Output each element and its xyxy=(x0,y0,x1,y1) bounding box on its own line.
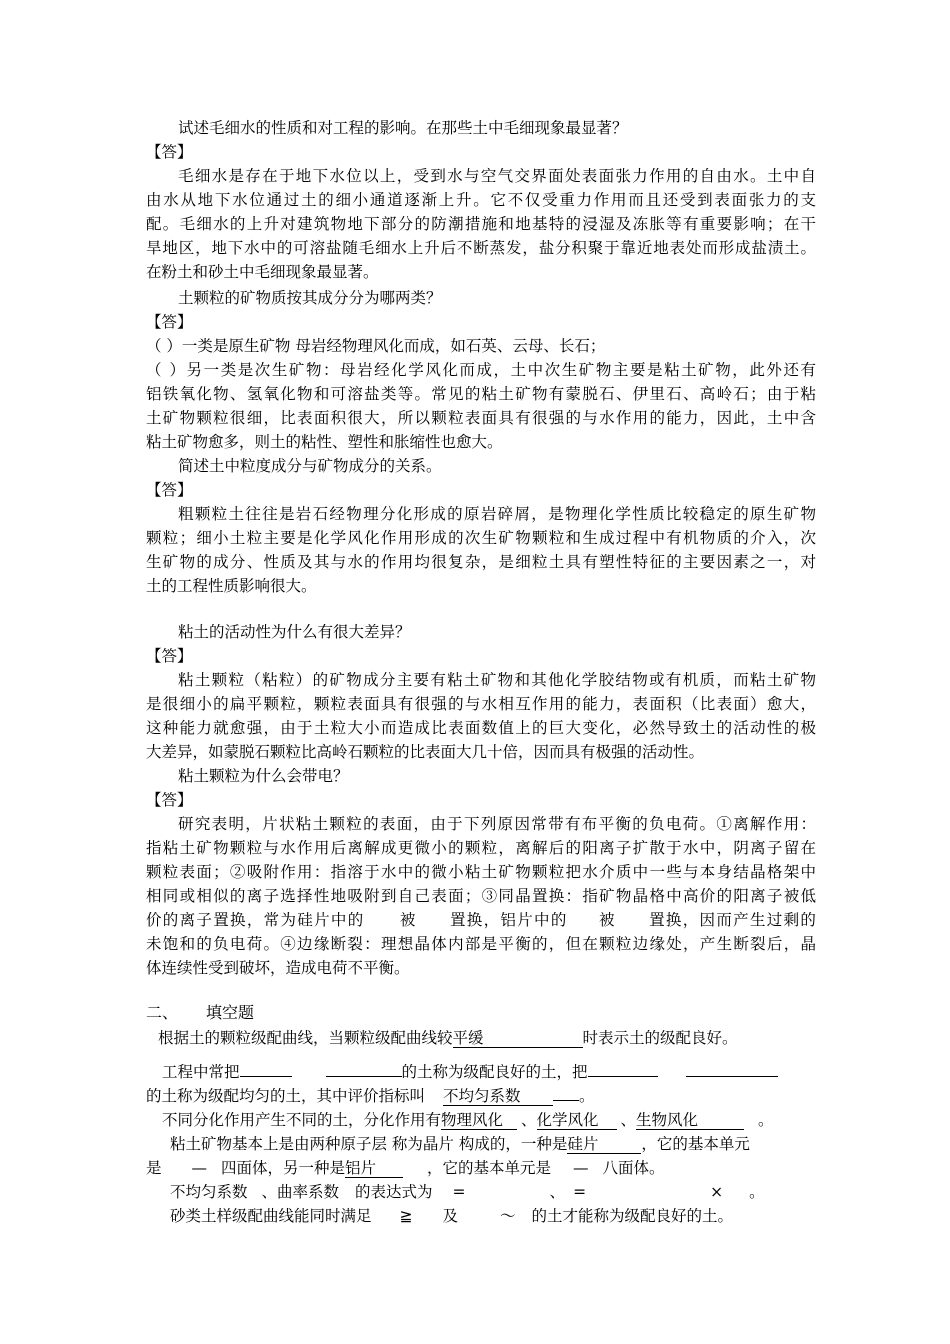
fill-text: 工程中常把 xyxy=(162,1063,240,1081)
q1-answer-tag: 【答】 xyxy=(146,143,193,161)
fill-item-5 xyxy=(170,1180,840,1204)
q5-line5-part: 置换，因而产生过剩的 xyxy=(647,911,816,929)
fill-item-3 xyxy=(162,1108,832,1132)
q5-line5-part: 被 xyxy=(597,911,616,929)
fill-text: 、 xyxy=(620,1111,637,1129)
q4-answer-line: 这种能力就愈强，由于土粒大小而造成比表面数值上的巨大变化，必然导致土的活动性的极 xyxy=(146,719,816,737)
fill-blank xyxy=(326,1076,402,1077)
q5-answer-line: 未饱和的负电荷。④边缘断裂：理想晶体内部是平衡的，但在颗粒边缘处，产生断裂后，晶 xyxy=(146,935,816,953)
q2-question: 土颗粒的矿物质按其成分分为哪两类？ xyxy=(178,289,442,307)
q4-answer-line: 粘土颗粒（粘粒）的矿物成分主要有粘土矿物和其他化学胶结物或有机质，而粘土矿物 xyxy=(178,671,816,689)
fill-answer: 化学风化 xyxy=(537,1111,617,1130)
fill-text: 、 xyxy=(549,1183,566,1201)
fill-text: = xyxy=(452,1183,466,1201)
fill-item-6 xyxy=(170,1204,840,1228)
fill-text: 。 xyxy=(749,1183,765,1201)
fill-text: 四面体，另一种是 xyxy=(221,1159,346,1177)
q2-answer-line: 粘土矿物愈多，则土的粘性、塑性和胀缩性也愈大。 xyxy=(146,433,503,451)
fill-item-2b xyxy=(146,1084,816,1108)
fill-text: = xyxy=(573,1183,587,1201)
fill-text: 时表示土的级配良好。 xyxy=(582,1029,738,1047)
q5-line5-part: 置换，铝片中的 xyxy=(448,911,568,929)
q4-question: 粘土的活动性为什么有很大差异？ xyxy=(178,623,411,641)
fill-text: 不同分化作用产生不同的土，分化作用有 xyxy=(162,1111,442,1129)
fill-answer: 物理风化 xyxy=(441,1111,517,1130)
q4-answer-line: 大差异，如蒙脱石颗粒比高岭石颗粒的比表面大几十倍，因而具有极强的活动性。 xyxy=(146,743,705,761)
q5-answer-tag: 【答】 xyxy=(146,791,193,809)
q1-answer-line: 毛细水是存在于地下水位以上，受到水与空气交界面处表面张力作用的自由水。土中自 xyxy=(178,167,816,185)
fill-item-4b xyxy=(146,1156,816,1180)
q1-question: 试述毛细水的性质和对工程的影响。在那些土中毛细现象最显著？ xyxy=(178,119,628,137)
fill-text: ，它的基本单元是 xyxy=(427,1159,552,1177)
q1-answer-line: 在粉土和砂土中毛细现象最显著。 xyxy=(146,263,379,281)
fill-text: 是 xyxy=(146,1159,162,1177)
fill-text: ～ xyxy=(500,1207,516,1225)
section-heading xyxy=(146,1002,816,1026)
fill-answer: 生物风化 xyxy=(636,1111,744,1130)
q5-question: 粘土颗粒为什么会带电？ xyxy=(178,767,349,785)
fill-item-1 xyxy=(158,1026,828,1050)
q4-answer-tag: 【答】 xyxy=(146,647,193,665)
q3-answer-line: 粗颗粒土往往是岩石经物理分化形成的原岩碎屑，是物理化学性质比较稳定的原生矿物 xyxy=(178,505,816,523)
fill-text: 的土才能称为级配良好的土。 xyxy=(531,1207,734,1225)
fill-text: 。 xyxy=(579,1087,595,1105)
fill-answer: 硅片 xyxy=(567,1135,641,1154)
fill-text: 及 xyxy=(442,1207,459,1225)
fill-text: 八面体。 xyxy=(602,1159,665,1177)
q3-answer-line: 生矿物的成分、性质及其与水的作用均很复杂，是细粒土具有塑性特征的主要因素之一，对 xyxy=(146,553,816,571)
fill-text: 不均匀系数 xyxy=(170,1183,248,1201)
q2-answer-line: 土矿物颗粒很细，比表面积很大，所以颗粒表面具有很强的与水作用的能力，因此，土中含 xyxy=(146,409,816,427)
fill-blank xyxy=(686,1076,778,1077)
fill-text: 根据土的颗粒级配曲线，当颗粒级配曲线较 xyxy=(158,1029,453,1047)
fill-text: 。 xyxy=(758,1111,774,1129)
fill-item-4a xyxy=(170,1132,840,1156)
q2-answer-tag: 【答】 xyxy=(146,313,193,331)
q3-answer-line: 颗粒；细小土粒主要是化学风化作用形成的次生矿物颗粒和生成过程中有机物质的介入，次 xyxy=(146,529,816,547)
fill-text: 、 xyxy=(521,1111,537,1129)
fill-item-2a xyxy=(162,1060,832,1084)
q1-answer-line: 由水从地下水位通过土的细小通道逐渐上升。它不仅受重力作用而且还受到表面张力的支 xyxy=(146,191,816,209)
section-number: 二、 xyxy=(146,1005,179,1022)
fill-blank xyxy=(240,1076,292,1077)
fill-text: ≧ xyxy=(399,1207,413,1225)
fill-text: 砂类土样级配曲线能同时满足 xyxy=(170,1207,372,1225)
fill-text: — xyxy=(573,1159,589,1177)
fill-text: ，它的基本单元 xyxy=(641,1135,750,1153)
section-title: 填空题 xyxy=(206,1005,255,1022)
fill-answer: 不均匀系数 xyxy=(443,1087,553,1106)
q5-answer-line: 指粘土矿物颗粒与水作用后离解成更微小的颗粒，离解后的阳离子扩散于水中，阴离子留在 xyxy=(146,839,816,857)
fill-answer: 平缓 xyxy=(453,1029,583,1048)
q5-answer-line: 体连续性受到破坏，造成电荷不平衡。 xyxy=(146,959,410,977)
q2-answer-line: 铝铁氧化物、氢氧化物和可溶盐类等。常见的粘土矿物有蒙脱石、伊里石、高岭石；由于粘 xyxy=(146,385,816,403)
q5-answer-line xyxy=(146,908,816,932)
q3-question: 简述土中粒度成分与矿物成分的关系。 xyxy=(178,457,442,475)
fill-blank xyxy=(588,1076,658,1077)
fill-text: 的表达式为 xyxy=(355,1183,433,1201)
fill-text: — xyxy=(191,1159,208,1177)
q1-answer-line: 配。毛细水的上升对建筑物地下部分的防潮措施和地基特的浸湿及冻胀等有重要影响；在干 xyxy=(146,215,816,233)
q5-answer-line: 颗粒表面；②吸附作用：指溶于水中的微小粘土矿物颗粒把水介质中一些与本身结晶格架中 xyxy=(146,863,816,881)
q5-line5-part: 被 xyxy=(398,911,417,929)
q5-line5-part: 价的离子置换，常为硅片中的 xyxy=(146,911,365,929)
fill-text: 的土称为级配均匀的土，其中评价指标叫 xyxy=(146,1087,426,1105)
fill-text: × xyxy=(710,1183,724,1201)
q4-answer-line: 是很细小的扁平颗粒，颗粒表面具有很强的与水相互作用的能力，表面积（比表面）愈大， xyxy=(146,695,816,713)
q3-answer-line: 土的工程性质影响很大。 xyxy=(146,577,317,595)
q5-answer-line: 研究表明，片状粘土颗粒的表面，由于下列原因常带有布平衡的负电荷。①离解作用： xyxy=(178,815,816,833)
fill-answer: 铝片 xyxy=(345,1159,403,1178)
fill-text: 、曲率系数 xyxy=(261,1183,340,1201)
q2-answer-line: （ ）一类是原生矿物 母岩经物理风化而成，如石英、云母、长石； xyxy=(146,337,606,355)
fill-blank xyxy=(553,1100,579,1101)
q1-answer-line: 旱地区，地下水中的可溶盐随毛细水上升后不断蒸发，盐分积聚于靠近地表处而形成盐渍土。 xyxy=(146,239,816,257)
q3-answer-tag: 【答】 xyxy=(146,481,193,499)
q2-answer-line: （ ）另一类是次生矿物：母岩经化学风化而成，土中次生矿物主要是粘土矿物，此外还有 xyxy=(146,361,816,379)
fill-text: 粘土矿物基本上是由两种原子层 称为晶片 构成的，一种是 xyxy=(170,1135,568,1153)
q5-answer-line: 相同或相似的离子选择性地吸附到自己表面；③同晶置换：指矿物晶格中高价的阳离子被低 xyxy=(146,887,816,905)
fill-text: 的土称为级配良好的土，把 xyxy=(401,1063,588,1081)
